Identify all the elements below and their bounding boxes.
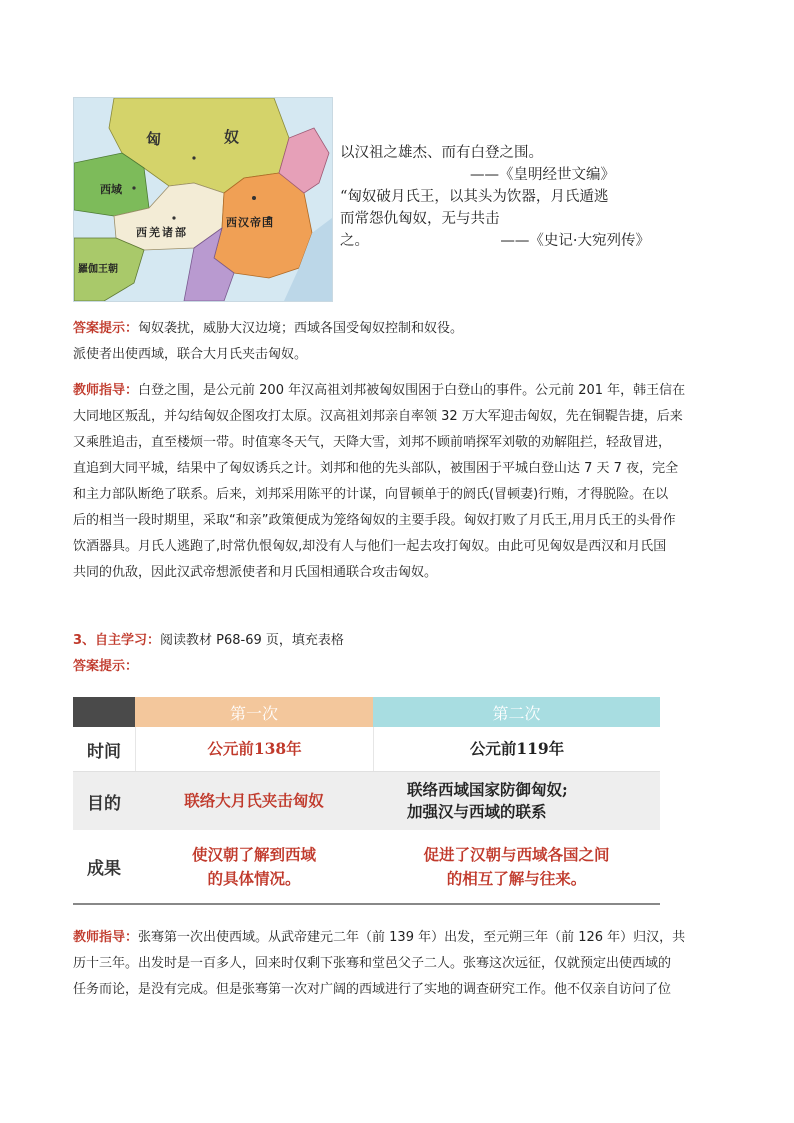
task-3 [73,628,723,680]
result-second [373,830,660,903]
table-row-result [73,830,660,905]
guide1-line-2: 又乘胜追击，直至楼烦一带。时值寒冬天气，天降大雪，刘邦不顾前哨探军刘敬的劝解阻拦，轻敌冒进， [73,435,672,450]
result-first-line1: 使汉朝了解到西域 [191,844,316,864]
task-3-text: 阅读教材 P68-69 页，填充表格 [160,633,344,648]
teacher-guide-label: 教师指导： [73,383,139,398]
header-first: 第一次 [135,697,373,727]
result-second-line2: 的相互了解与往来。 [446,868,587,888]
quote-line-1: 以汉祖之雄杰、而有白登之围。 [340,145,543,161]
answer-hint-text: 匈奴袭扰，威胁大汉边境；西域各国受匈奴控制和奴役。 [138,321,464,336]
answer-hint-1 [73,316,723,368]
map-label-xiyu: 西域 [100,183,122,196]
guide1-line-1: 大同地区叛乱，并勾结匈奴企图攻打太原。汉高祖刘邦亲自率领 32 万大军迎击匈奴，先在铜鞮告捷，后来 [73,409,683,424]
guide1-line-5: 后的相当一段时期里，采取“和亲”政策便成为笼络匈奴的主要手段。匈奴打败了月氏王,用月氏王的头骨作 [73,513,676,528]
map-label-han: 西汉帝国 [226,216,274,229]
quote-line-4: 之。 [340,233,369,249]
guide1-line-7: 共同的仇敌，因此汉武帝想派使者和月氏国相通联合攻击匈奴。 [73,565,438,580]
row-label-purpose: 目的 [87,793,121,814]
table-row-time [73,727,660,772]
map-label-xiong: 匈 [146,130,162,148]
quote-source-1: ——《皇明经世文编》 [470,167,615,183]
map-label-nu: 奴 [224,128,240,146]
purpose-second-line2: 加强汉与西域的联系 [407,802,547,821]
purpose-second-line1: 联络西域国家防御匈奴; [407,780,568,799]
zhang-qian-missions-table [73,697,660,905]
purpose-second [373,772,660,830]
map-label-kushan: 羅伽王朝 [78,264,118,275]
answer-hint-2-label: 答案提示： [73,659,139,674]
quote-line-4-row [340,230,650,252]
guide2-line-1: 历十三年。出发时是一百多人，回来时仅剩下张骞和堂邑父子二人。张骞这次远征，仅就预定出使西域的 [73,956,672,971]
teacher-guide-2-label: 教师指导： [73,930,139,945]
quote-line-2: “匈奴破月氏王，以其头为饮器，月氏遁逃 [340,189,609,205]
result-first-line2: 的具体情况。 [207,868,301,888]
guide2-line-0: 张骞第一次出使西域。从武帝建元二年（前 139 年）出发，至元朔三年（前 126 年）归汉，共 [138,930,686,945]
table-row-purpose [73,772,660,830]
quote-source-2: ——《史记·大宛列传》 [500,233,650,249]
result-first [135,830,373,903]
time-second: 公元前119年 [373,727,660,771]
guide1-line-4: 和主力部队断绝了联系。后来，刘邦采用陈平的计谋，向冒顿单于的阏氏(冒顿妻)行贿，才得脱险。在以 [73,487,669,502]
guide2-line-2: 任务而论，是没有完成。但是张骞第一次对广阔的西域进行了实地的调查研究工作。他不仅亲自访问了位 [73,982,672,997]
teacher-guide-1 [73,378,723,586]
row-label-time: 时间 [87,741,121,762]
table-header-row [73,697,660,727]
time-first: 公元前138年 [135,727,373,771]
result-second-line1: 促进了汉朝与西域各国之间 [423,844,610,864]
guide1-line-6: 饮酒器具。月氏人逃跑了,时常仇恨匈奴,却没有人与他们一起去攻打匈奴。由此可见匈奴是西汉和月氏国 [73,539,667,554]
guide1-line-3: 直追到大同平城，结果中了匈奴诱兵之计。刘邦和他的先头部队，被围困于平城白登山达 7 天 7 夜，完全 [73,461,679,476]
han-xiongnu-map [73,97,333,302]
historical-quotes [340,142,660,252]
header-corner [73,697,135,727]
purpose-first: 联络大月氏夹击匈奴 [184,791,324,810]
map-label-xiqiang: 西羌诸部 [136,226,188,239]
answer-hint-line2: 派使者出使西域，联合大月氏夹击匈奴。 [73,347,308,362]
answer-hint-label: 答案提示： [73,321,139,336]
row-label-result: 成果 [87,859,121,879]
header-second: 第二次 [373,697,660,727]
quote-line-3: 而常怨仇匈奴，无与共击 [340,211,500,227]
teacher-guide-2 [73,925,723,1003]
guide1-line-0: 白登之围，是公元前 200 年汉高祖刘邦被匈奴围困于白登山的事件。公元前 201 年，韩王信在 [138,383,686,398]
task-3-number: 3、自主学习： [73,633,161,648]
